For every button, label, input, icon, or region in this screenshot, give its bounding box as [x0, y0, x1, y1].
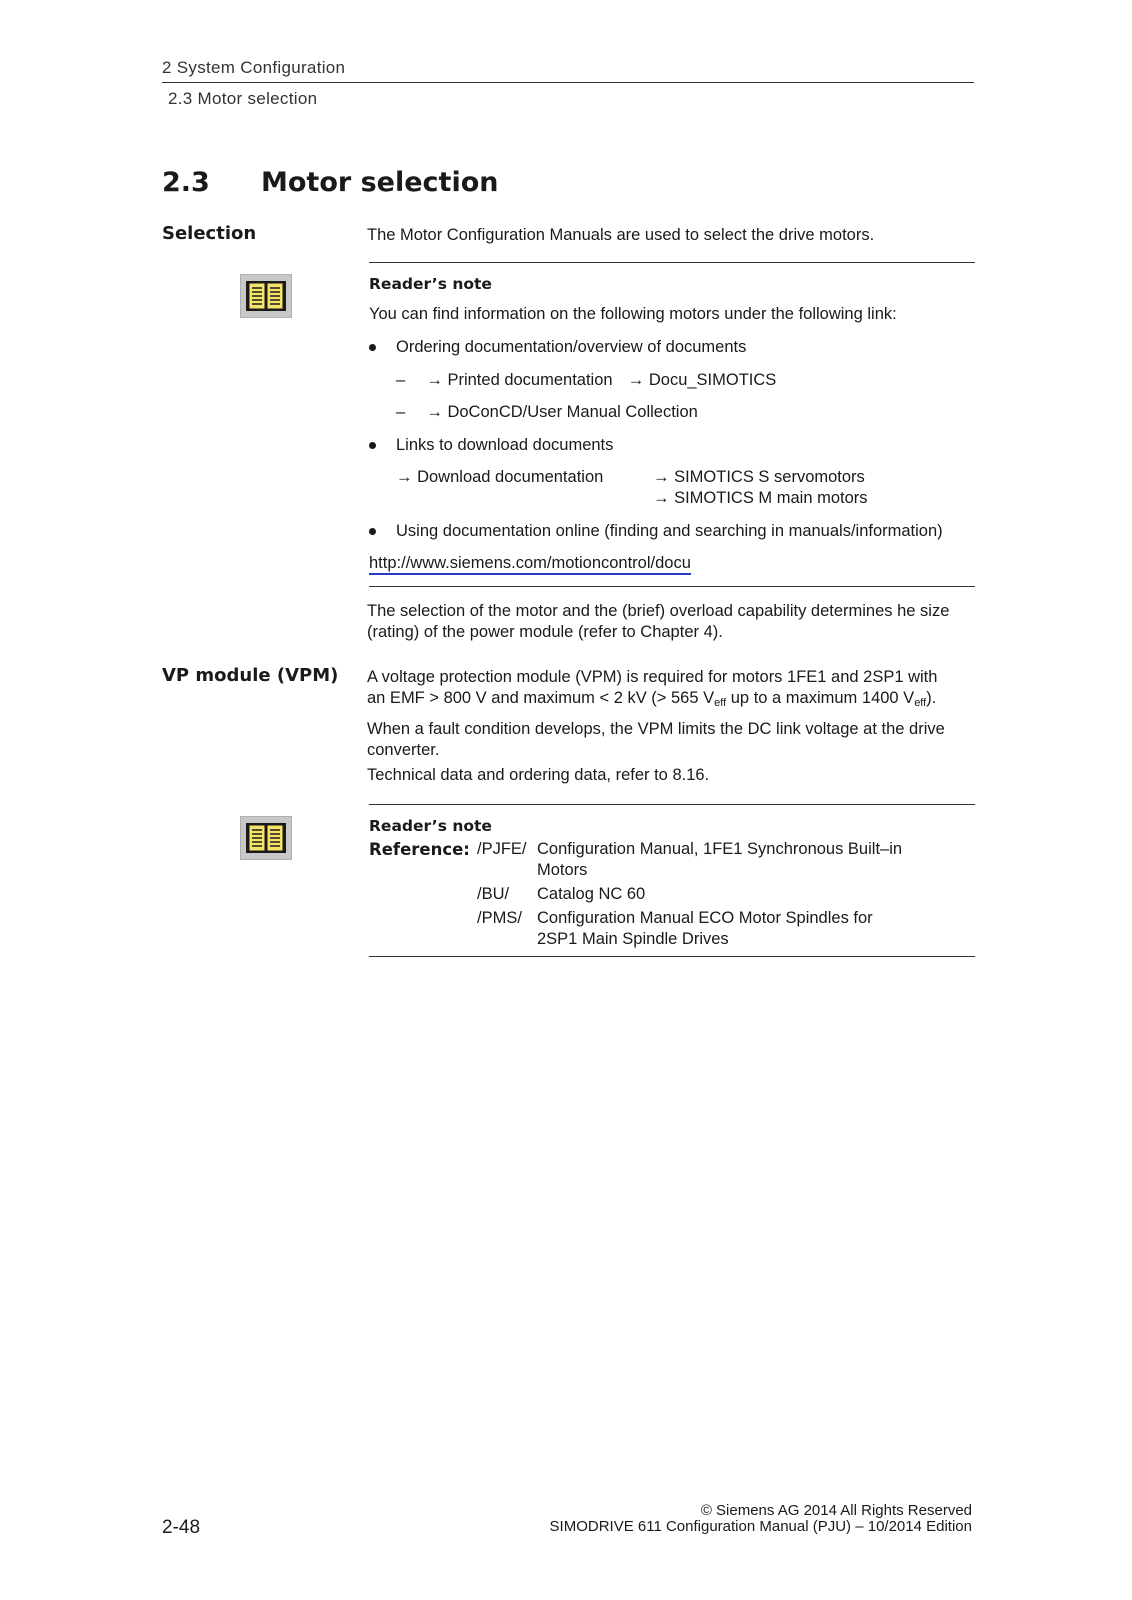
readers-note-title: Reader’s note	[369, 817, 492, 835]
running-header-chapter: 2 System Configuration	[162, 58, 346, 77]
bullet-ordering-docs: Ordering documentation/overview of documents	[396, 338, 747, 356]
running-header-section: 2.3 Motor selection	[168, 89, 318, 108]
arrow: →	[426, 403, 443, 421]
reference-row	[369, 884, 917, 908]
link-simotics-m[interactable]: SIMOTICS M main motors	[674, 489, 868, 507]
vpm-line-2: an EMF > 800 V and maximum < 2 kV (> 565 $V_{eff}$ up to a maximum 1400 $V_{eff}$).	[367, 689, 937, 709]
section-number: 2.3	[162, 167, 210, 198]
readers-note-intro: You can find information on the following motors under the following link:	[369, 305, 897, 323]
vpm-paragraph-1	[367, 667, 977, 709]
reference-label: Reference:	[369, 840, 470, 859]
bullet	[369, 528, 376, 535]
link-download-documentation[interactable]: Download documentation	[417, 468, 604, 486]
header-rule	[162, 82, 974, 83]
link-simotics-s[interactable]: SIMOTICS S servomotors	[674, 468, 865, 486]
reference-list	[369, 839, 975, 953]
arrow: →	[653, 489, 670, 507]
reference-text: Configuration Manual, 1FE1 Synchronous Built–in Motors	[537, 840, 903, 879]
vpm-line-1: A voltage protection module (VPM) is required for motors 1FE1 and 2SP1 with	[367, 668, 938, 686]
dash: –	[396, 371, 406, 389]
dash: –	[396, 403, 406, 421]
vpm-paragraph-3: Technical data and ordering data, refer to 8.16.	[367, 766, 710, 784]
link-doconcd[interactable]: DoConCD/User Manual Collection	[447, 403, 698, 421]
side-label-vpm: VP module (VPM)	[162, 665, 339, 686]
reference-code: /PJFE/	[477, 840, 527, 858]
arrow: →	[426, 371, 443, 389]
section-title: Motor selection	[261, 167, 499, 198]
book-icon	[240, 274, 292, 318]
dash-item	[396, 370, 776, 391]
download-target	[653, 488, 868, 509]
reference-row	[369, 839, 917, 884]
note-top-rule	[369, 262, 975, 263]
footer-manual: SIMODRIVE 611 Configuration Manual (PJU) – 10/2014 Edition	[549, 1518, 972, 1535]
selection-intro: The Motor Configuration Manuals are used to select the drive motors.	[367, 226, 875, 244]
reference-code: /PMS/	[477, 909, 522, 927]
reference-row	[369, 908, 917, 953]
reference-text: Configuration Manual ECO Motor Spindles for 2SP1 Main Spindle Drives	[537, 909, 873, 948]
docu-link-wrap	[369, 553, 691, 574]
reference-code: /BU/	[477, 885, 510, 903]
arrow: →	[653, 468, 670, 486]
link-docu-simotics[interactable]: Docu_SIMOTICS	[648, 371, 777, 389]
download-documentation	[396, 467, 603, 488]
arrow: →	[627, 371, 645, 389]
book-icon	[240, 816, 292, 860]
dash-item	[396, 402, 698, 423]
bullet-online-docs: Using documentation online (finding and searching in manuals/information)	[396, 522, 943, 540]
footer-copyright: © Siemens AG 2014 All Rights Reserved	[700, 1502, 972, 1519]
note-bottom-rule	[369, 586, 975, 587]
docu-url-link[interactable]: http://www.siemens.com/motioncontrol/docu	[369, 554, 691, 575]
arrow: →	[396, 468, 413, 486]
bullet	[369, 344, 376, 351]
download-target	[653, 467, 865, 488]
readers-note-title: Reader’s note	[369, 275, 492, 293]
link-printed-documentation[interactable]: Printed documentation	[447, 371, 613, 389]
note-top-rule	[369, 804, 975, 805]
side-label-selection: Selection	[162, 223, 257, 244]
vpm-paragraph-2: When a fault condition develops, the VPM limits the DC link voltage at the drive converter.	[367, 720, 945, 759]
reference-text: Catalog NC 60	[537, 885, 646, 903]
bullet-download-links: Links to download documents	[396, 436, 614, 454]
selection-paragraph: The selection of the motor and the (brief) overload capability determines he size (rating) of the power module (refer to Chapter 4).	[367, 602, 950, 641]
bullet	[369, 442, 376, 449]
page-number: 2-48	[162, 1517, 201, 1538]
note-bottom-rule	[369, 956, 975, 957]
